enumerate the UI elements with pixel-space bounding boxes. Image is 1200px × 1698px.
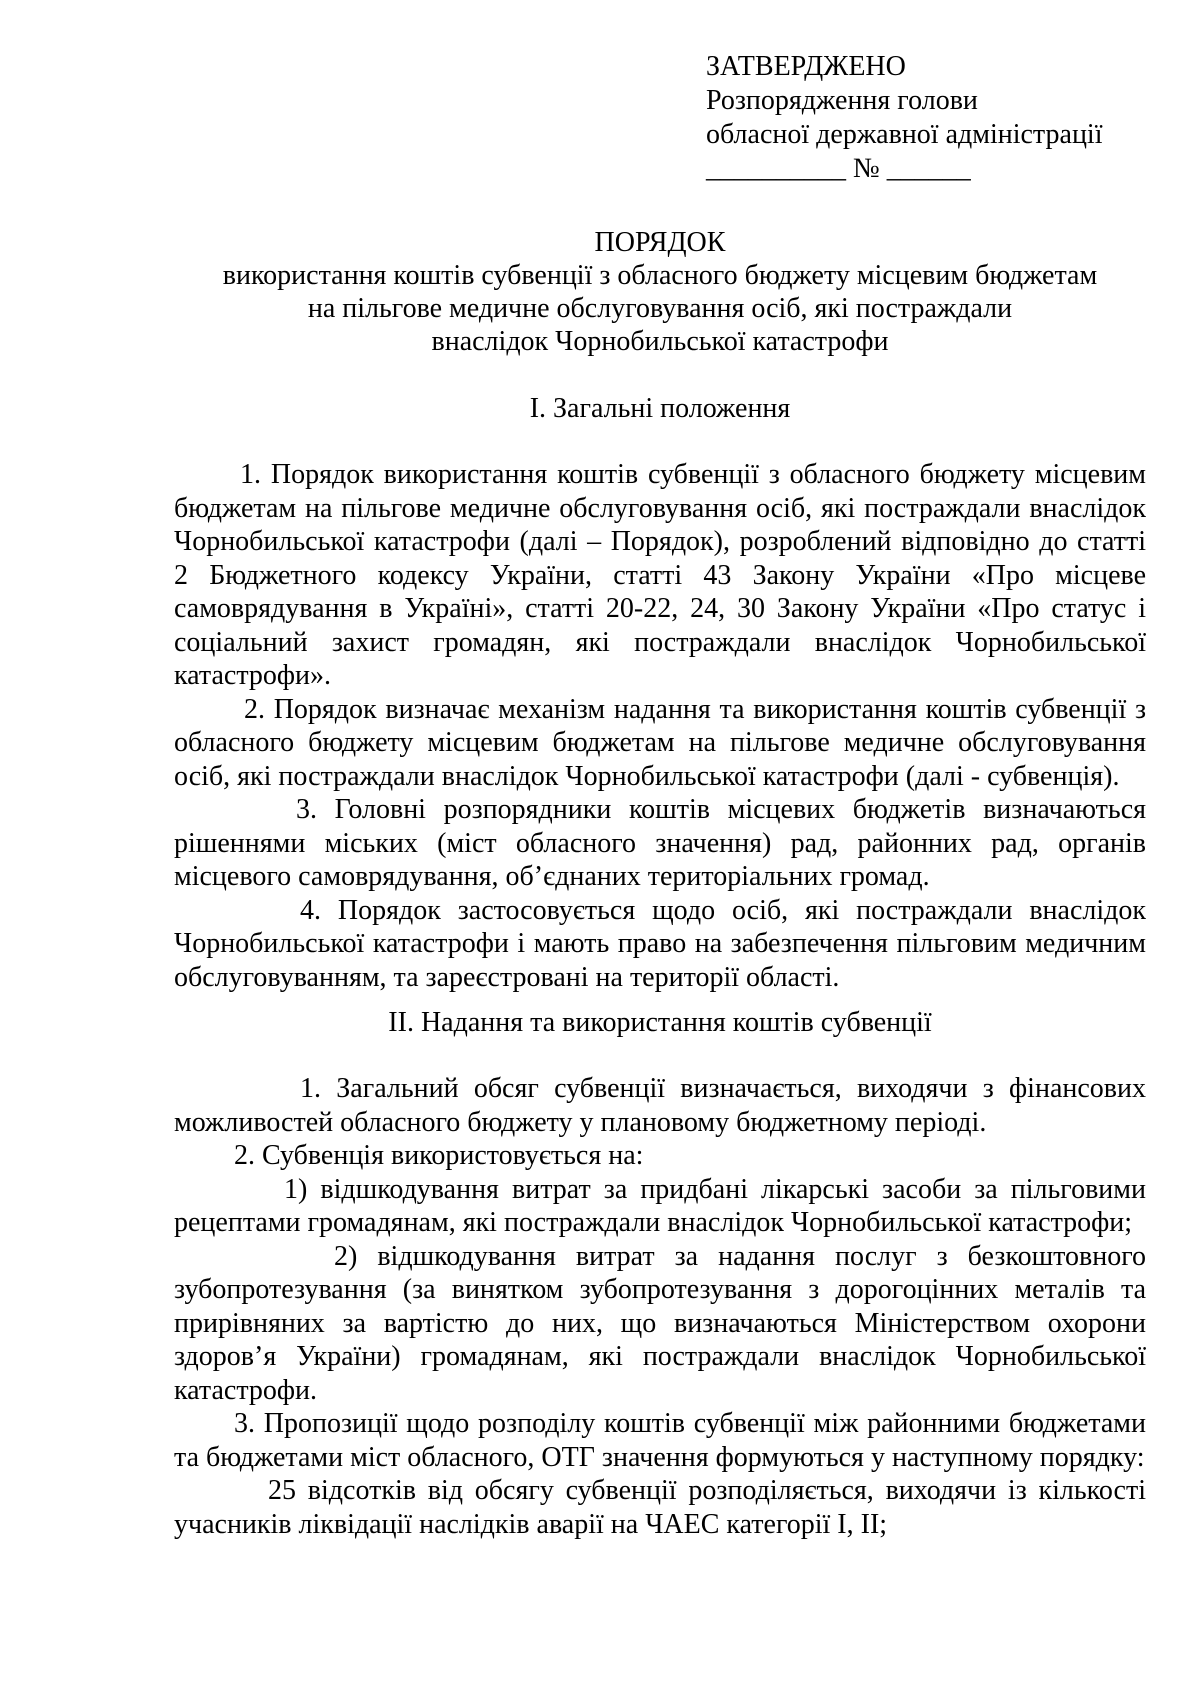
section-1-paragraph-4: 4. Порядок застосовується щодо осіб, які постраждали внаслідок Чорнобильської катастрофи і мають право на забезпечення пільговим медичним обслуговуванням, та зареєстровані на території області. — [174, 894, 1146, 993]
section-1-body — [174, 458, 1146, 994]
approval-number-line: __________ № ______ — [706, 153, 971, 184]
document-subtitle-line2: на пільгове медичне обслуговування осіб, які постраждали — [307, 293, 1013, 324]
approval-issuer-line1: Розпорядження голови — [706, 85, 978, 116]
section-1-paragraph-1: 1. Порядок використання коштів субвенції з обласного бюджету місцевим бюджетам на пільгове медичне обслуговування осіб, які постраждали внаслідок Чорнобильської катастрофи (далі – Порядок), розроблений відповідно до статті 2 Бюджетного кодексу України, статті 43 Закону України «Про місцеве самоврядування в Україні», статті 20-22, 24, 30 Закону України «Про статус і соціальний захист громадян, які постраждали внаслідок Чорнобильської катастрофи». — [174, 459, 1146, 691]
section-2-body — [174, 1072, 1146, 1541]
approval-block — [706, 50, 1102, 186]
approval-status: ЗАТВЕРДЖЕНО — [706, 51, 906, 82]
section-1-paragraph-2: 2. Порядок визначає механізм надання та використання коштів субвенції з обласного бюджету місцевим бюджетам на пільгове медичне обслуговування осіб, які постраждали внаслідок Чорнобильської катастрофи (далі - субвенція). — [174, 693, 1146, 792]
document-subtitle-line3: внаслідок Чорнобильської катастрофи — [431, 326, 889, 357]
section-1-heading: І. Загальні положення — [529, 393, 791, 424]
section-2-paragraph-3-item-1: 25 відсотків від обсягу субвенції розподіляється, виходячи із кількості учасників ліквідації наслідків аварії на ЧАЕС категорії І, ІІ; — [174, 1475, 1146, 1540]
section-2-paragraph-1: 1. Загальний обсяг субвенції визначається, виходячи з фінансових можливостей обласного бюджету у плановому бюджетному періоді. — [174, 1073, 1146, 1138]
section-2-subitem-1: 1) відшкодування витрат за придбані лікарські засоби за пільговими рецептами громадянам, які постраждали внаслідок Чорнобильської катастрофи; — [174, 1173, 1146, 1238]
section-2-heading: ІІ. Надання та використання коштів субвенції — [388, 1007, 932, 1038]
section-2-paragraph-3: 3. Пропозиції щодо розподілу коштів субвенції між районними бюджетами та бюджетами міст обласного, ОТГ значення формуються у наступному порядку: — [174, 1408, 1146, 1473]
section-2-subitem-2: 2) відшкодування витрат за надання послуг з безкоштовного зубопротезування (за винятком зубопротезування з дорогоцінних металів та прирівняних за вартістю до них, що визначаються Міністерством охорони здоров’я України) громадянам, які постраждали внаслідок Чорнобильської катастрофи. — [174, 1240, 1146, 1406]
section-1-paragraph-3: 3. Головні розпорядники коштів місцевих бюджетів визначаються рішеннями міських (міст обласного значення) рад, районних рад, органів місцевого самоврядування, об’єднаних територіальних громад. — [174, 794, 1146, 892]
approval-issuer-line2: обласної державної адміністрації — [706, 119, 1103, 150]
document-heading: ПОРЯДОК — [594, 227, 726, 258]
document-subtitle-line1: використання коштів субвенції з обласного бюджету місцевим бюджетам — [222, 260, 1098, 291]
section-2-paragraph-2: 2. Субвенція використовується на: — [234, 1140, 644, 1171]
document-title — [160, 226, 1160, 358]
